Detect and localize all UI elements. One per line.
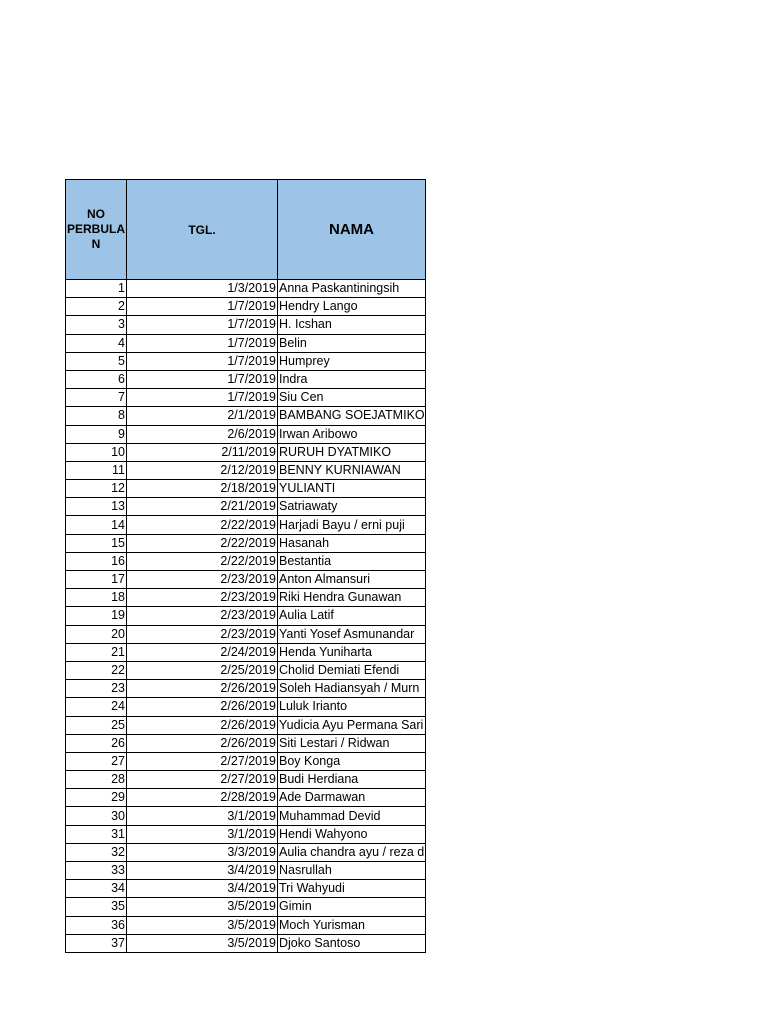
table-row[interactable] xyxy=(66,571,426,589)
cell-tgl[interactable]: 2/12/2019 xyxy=(127,461,278,479)
cell-nama[interactable]: Riki Hendra Gunawan xyxy=(278,589,426,607)
cell-tgl[interactable]: 1/7/2019 xyxy=(127,334,278,352)
table-row[interactable] xyxy=(66,734,426,752)
cell-tgl[interactable]: 2/24/2019 xyxy=(127,643,278,661)
table-row[interactable] xyxy=(66,625,426,643)
table-row[interactable] xyxy=(66,698,426,716)
table-row[interactable] xyxy=(66,825,426,843)
cell-tgl[interactable]: 1/7/2019 xyxy=(127,389,278,407)
cell-tgl[interactable]: 3/5/2019 xyxy=(127,934,278,952)
cell-nama[interactable]: Boy Konga xyxy=(278,752,426,770)
cell-no[interactable]: 17 xyxy=(66,571,127,589)
cell-no[interactable]: 9 xyxy=(66,425,127,443)
table-row[interactable] xyxy=(66,461,426,479)
cell-no[interactable]: 11 xyxy=(66,461,127,479)
cell-tgl[interactable]: 1/7/2019 xyxy=(127,370,278,388)
table-header xyxy=(66,180,426,280)
cell-nama[interactable]: Siu Cen xyxy=(278,389,426,407)
cell-nama[interactable]: Indra xyxy=(278,370,426,388)
cell-nama[interactable]: Aulia Latif xyxy=(278,607,426,625)
cell-tgl[interactable]: 2/26/2019 xyxy=(127,698,278,716)
cell-tgl[interactable]: 2/23/2019 xyxy=(127,607,278,625)
cell-nama[interactable]: Gimin xyxy=(278,898,426,916)
table-row[interactable] xyxy=(66,643,426,661)
cell-no[interactable]: 29 xyxy=(66,789,127,807)
table-row[interactable] xyxy=(66,898,426,916)
cell-tgl[interactable]: 2/23/2019 xyxy=(127,571,278,589)
cell-no[interactable]: 19 xyxy=(66,607,127,625)
table-row[interactable] xyxy=(66,589,426,607)
cell-nama[interactable]: RURUH DYATMIKO xyxy=(278,443,426,461)
cell-nama[interactable]: YULIANTI xyxy=(278,480,426,498)
cell-no[interactable]: 6 xyxy=(66,370,127,388)
cell-no[interactable]: 12 xyxy=(66,480,127,498)
column-header-no-line: NO xyxy=(87,207,105,221)
cell-no[interactable]: 34 xyxy=(66,880,127,898)
cell-tgl[interactable]: 2/6/2019 xyxy=(127,425,278,443)
cell-no[interactable]: 15 xyxy=(66,534,127,552)
table-row[interactable] xyxy=(66,298,426,316)
cell-nama[interactable]: BENNY KURNIAWAN xyxy=(278,461,426,479)
table-row[interactable] xyxy=(66,352,426,370)
table-row[interactable] xyxy=(66,916,426,934)
cell-no[interactable]: 8 xyxy=(66,407,127,425)
cell-nama[interactable]: Bestantia xyxy=(278,552,426,570)
cell-nama[interactable]: H. Icshan xyxy=(278,316,426,334)
cell-tgl[interactable]: 2/27/2019 xyxy=(127,771,278,789)
table-row[interactable] xyxy=(66,498,426,516)
table-row[interactable] xyxy=(66,516,426,534)
cell-no[interactable]: 28 xyxy=(66,771,127,789)
table-row[interactable] xyxy=(66,425,426,443)
cell-no[interactable]: 37 xyxy=(66,934,127,952)
cell-tgl[interactable]: 1/7/2019 xyxy=(127,316,278,334)
cell-nama[interactable]: Irwan Aribowo xyxy=(278,425,426,443)
cell-nama[interactable]: Hasanah xyxy=(278,534,426,552)
cell-nama[interactable]: Soleh Hadiansyah / Murn xyxy=(278,680,426,698)
table-row[interactable] xyxy=(66,607,426,625)
cell-nama[interactable]: Cholid Demiati Efendi xyxy=(278,661,426,679)
cell-tgl[interactable]: 2/25/2019 xyxy=(127,661,278,679)
cell-nama[interactable]: Djoko Santoso xyxy=(278,934,426,952)
cell-tgl[interactable]: 2/22/2019 xyxy=(127,534,278,552)
cell-tgl[interactable]: 2/22/2019 xyxy=(127,516,278,534)
cell-no[interactable]: 16 xyxy=(66,552,127,570)
cell-no[interactable]: 33 xyxy=(66,862,127,880)
cell-no[interactable]: 20 xyxy=(66,625,127,643)
cell-no[interactable]: 5 xyxy=(66,352,127,370)
cell-tgl[interactable]: 2/28/2019 xyxy=(127,789,278,807)
table-row[interactable] xyxy=(66,370,426,388)
cell-nama[interactable]: Moch Yurisman xyxy=(278,916,426,934)
column-header-no[interactable] xyxy=(66,180,127,280)
table-row[interactable] xyxy=(66,880,426,898)
table-row[interactable] xyxy=(66,752,426,770)
table-row[interactable] xyxy=(66,661,426,679)
cell-no[interactable]: 30 xyxy=(66,807,127,825)
cell-tgl[interactable]: 1/7/2019 xyxy=(127,298,278,316)
cell-tgl[interactable]: 2/23/2019 xyxy=(127,625,278,643)
cell-no[interactable]: 23 xyxy=(66,680,127,698)
cell-no[interactable]: 35 xyxy=(66,898,127,916)
cell-tgl[interactable]: 2/21/2019 xyxy=(127,498,278,516)
cell-nama[interactable]: Yanti Yosef Asmunandar xyxy=(278,625,426,643)
data-table xyxy=(65,179,426,953)
cell-tgl[interactable]: 2/27/2019 xyxy=(127,752,278,770)
cell-nama[interactable]: Anton Almansuri xyxy=(278,571,426,589)
cell-tgl[interactable]: 3/4/2019 xyxy=(127,862,278,880)
cell-tgl[interactable]: 2/22/2019 xyxy=(127,552,278,570)
column-header-nama[interactable]: NAMA xyxy=(278,180,426,280)
cell-no[interactable]: 24 xyxy=(66,698,127,716)
table-row[interactable] xyxy=(66,480,426,498)
cell-tgl[interactable]: 1/3/2019 xyxy=(127,280,278,298)
cell-tgl[interactable]: 2/1/2019 xyxy=(127,407,278,425)
cell-nama[interactable]: Nasrullah xyxy=(278,862,426,880)
cell-nama[interactable]: BAMBANG SOEJATMIKO xyxy=(278,407,426,425)
cell-tgl[interactable]: 3/5/2019 xyxy=(127,916,278,934)
cell-tgl[interactable]: 3/1/2019 xyxy=(127,825,278,843)
cell-no[interactable]: 13 xyxy=(66,498,127,516)
cell-no[interactable]: 3 xyxy=(66,316,127,334)
cell-tgl[interactable]: 3/1/2019 xyxy=(127,807,278,825)
cell-tgl[interactable]: 3/5/2019 xyxy=(127,898,278,916)
table-body xyxy=(66,280,426,953)
cell-no[interactable]: 31 xyxy=(66,825,127,843)
cell-no[interactable]: 32 xyxy=(66,843,127,861)
cell-tgl[interactable]: 2/11/2019 xyxy=(127,443,278,461)
table-row[interactable] xyxy=(66,407,426,425)
cell-no[interactable]: 4 xyxy=(66,334,127,352)
cell-no[interactable]: 36 xyxy=(66,916,127,934)
header-row xyxy=(66,180,426,280)
cell-no[interactable]: 14 xyxy=(66,516,127,534)
cell-nama[interactable]: Satriawaty xyxy=(278,498,426,516)
table-row[interactable] xyxy=(66,552,426,570)
cell-nama[interactable]: Harjadi Bayu / erni puji xyxy=(278,516,426,534)
cell-nama[interactable]: Muhammad Devid xyxy=(278,807,426,825)
table-row[interactable] xyxy=(66,680,426,698)
table-row[interactable] xyxy=(66,334,426,352)
cell-no[interactable]: 26 xyxy=(66,734,127,752)
cell-tgl[interactable]: 3/3/2019 xyxy=(127,843,278,861)
column-header-no-line: PERBULA xyxy=(66,222,125,236)
table-row[interactable] xyxy=(66,389,426,407)
table-row[interactable] xyxy=(66,843,426,861)
cell-nama[interactable]: Henda Yuniharta xyxy=(278,643,426,661)
cell-nama[interactable]: Humprey xyxy=(278,352,426,370)
table-row[interactable] xyxy=(66,789,426,807)
table-row[interactable] xyxy=(66,280,426,298)
table-row[interactable] xyxy=(66,934,426,952)
cell-no[interactable]: 10 xyxy=(66,443,127,461)
table-row[interactable] xyxy=(66,862,426,880)
table-row[interactable] xyxy=(66,534,426,552)
cell-no[interactable]: 21 xyxy=(66,643,127,661)
table-row[interactable] xyxy=(66,316,426,334)
cell-no[interactable]: 7 xyxy=(66,389,127,407)
table-row[interactable] xyxy=(66,807,426,825)
cell-nama[interactable]: Hendi Wahyono xyxy=(278,825,426,843)
cell-nama[interactable]: Hendry Lango xyxy=(278,298,426,316)
cell-tgl[interactable]: 3/4/2019 xyxy=(127,880,278,898)
cell-nama[interactable]: Luluk Irianto xyxy=(278,698,426,716)
cell-no[interactable]: 27 xyxy=(66,752,127,770)
cell-tgl[interactable]: 2/23/2019 xyxy=(127,589,278,607)
table-row[interactable] xyxy=(66,716,426,734)
cell-nama[interactable]: Yudicia Ayu Permana Sari xyxy=(278,716,426,734)
cell-tgl[interactable]: 2/26/2019 xyxy=(127,734,278,752)
cell-tgl[interactable]: 2/26/2019 xyxy=(127,716,278,734)
table-row[interactable] xyxy=(66,771,426,789)
cell-tgl[interactable]: 2/18/2019 xyxy=(127,480,278,498)
cell-tgl[interactable]: 1/7/2019 xyxy=(127,352,278,370)
cell-nama[interactable]: Tri Wahyudi xyxy=(278,880,426,898)
cell-nama[interactable]: Siti Lestari / Ridwan xyxy=(278,734,426,752)
cell-nama[interactable]: Ade Darmawan xyxy=(278,789,426,807)
cell-nama[interactable]: Anna Paskantiningsih xyxy=(278,280,426,298)
cell-no[interactable]: 18 xyxy=(66,589,127,607)
cell-tgl[interactable]: 2/26/2019 xyxy=(127,680,278,698)
cell-no[interactable]: 2 xyxy=(66,298,127,316)
cell-no[interactable]: 22 xyxy=(66,661,127,679)
column-header-no-line: N xyxy=(91,237,101,251)
cell-nama[interactable]: Budi Herdiana xyxy=(278,771,426,789)
column-header-tgl[interactable]: TGL. xyxy=(127,180,278,280)
table-row[interactable] xyxy=(66,443,426,461)
cell-no[interactable]: 1 xyxy=(66,280,127,298)
cell-nama[interactable]: Aulia chandra ayu / reza d xyxy=(278,843,426,861)
cell-no[interactable]: 25 xyxy=(66,716,127,734)
cell-nama[interactable]: Belin xyxy=(278,334,426,352)
